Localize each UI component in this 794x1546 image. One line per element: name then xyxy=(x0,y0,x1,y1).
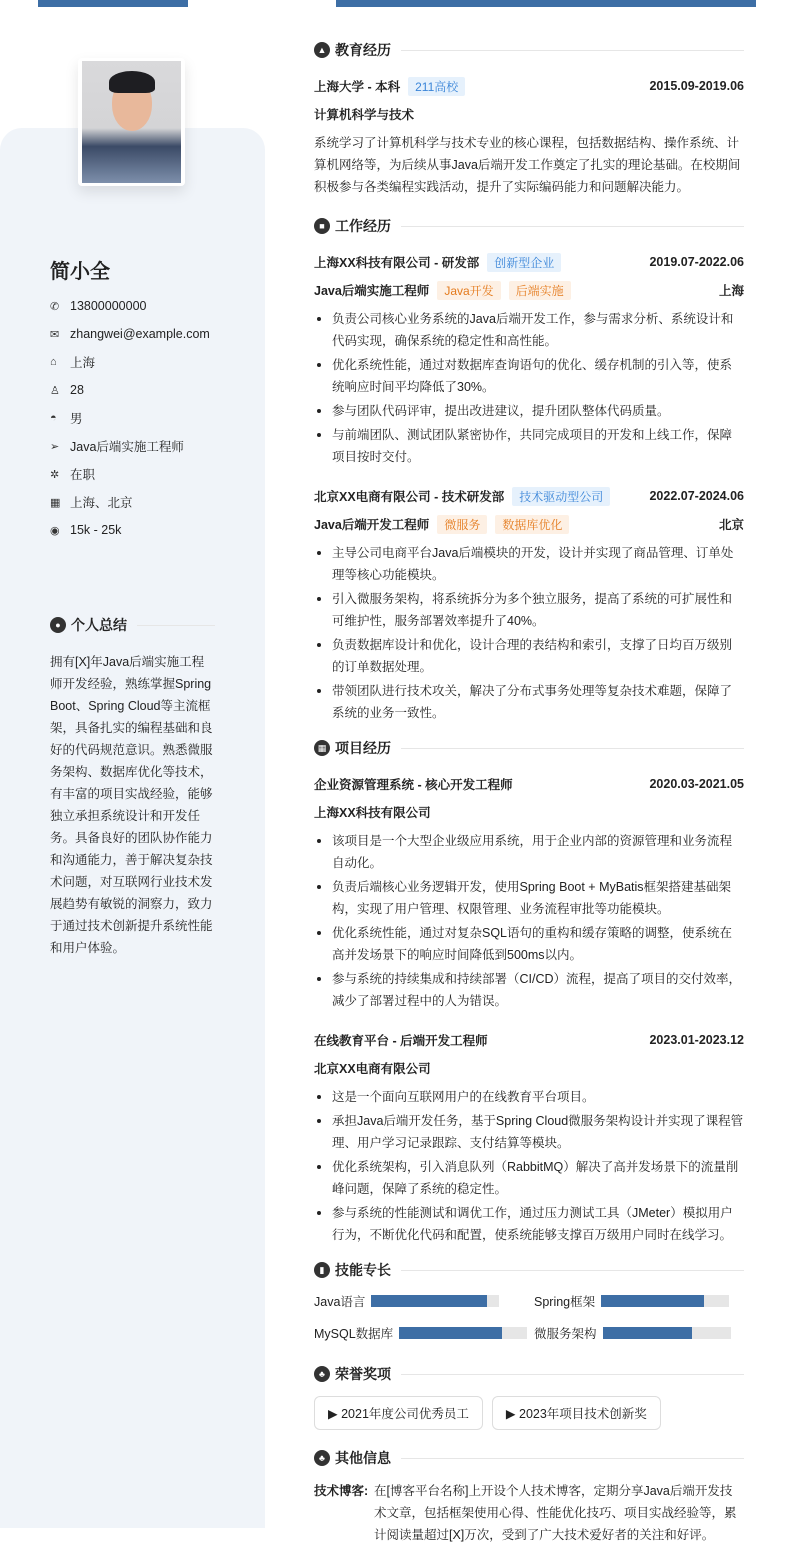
info-item: ✲ 在职 xyxy=(50,468,96,482)
mail-icon: ✉ xyxy=(50,328,60,341)
work-header: ■ 工作经历 xyxy=(314,214,744,238)
project-bullet: 优化系统架构，引入消息队列（RabbitMQ）解决了高并发场景下的流量削峰问题，保障了系统的稳定性。 xyxy=(314,1156,744,1200)
chart-icon: ▮ xyxy=(314,1262,330,1278)
grid-icon: ▦ xyxy=(314,740,330,756)
skill-item: 微服务架构 xyxy=(534,1324,744,1342)
gender-icon: ◓ xyxy=(50,412,57,424)
candidate-name: 简小全 xyxy=(50,261,110,283)
school-tag: 211高校 xyxy=(408,77,465,96)
salary-icon: ◉ xyxy=(50,524,60,537)
job-bullet: 主导公司电商平台Java后端模块的开发，设计并实现了商品管理、订单处理等核心功能模块。 xyxy=(314,542,744,586)
contact-info xyxy=(50,292,210,544)
project-entry: 在线教育平台 - 后端开发工程师 2023.01-2023.12 北京XX电商有限公司 这是一个面向互联网用户的在线教育平台项目。 承担Java后端开发任务，基于Spring Cloud微服务架构设计并实现了课程管理、用户学习记录跟踪、支付结算等模块。 优化系统架构，引入消息队列（RabbitMQ）解决了高并发场景下的流量削峰问题，保障了系统的稳定性。 参与系统的性能测试和调优工作，通过压力测试工具（JMeter）模拟用户行为，不断优化代码和配置，使系统能够支撑百万级用户同时在线学习。 xyxy=(314,1026,744,1246)
job-bullet: 参与团队代码评审，提出改进建议，提升团队整体代码质量。 xyxy=(314,400,744,422)
info-item: ♙ 28 xyxy=(50,383,84,397)
main-content xyxy=(314,38,744,1546)
project-bullet: 优化系统性能，通过对复杂SQL语句的重构和缓存策略的调整，使系统在高并发场景下的响应时间降低到500ms以内。 xyxy=(314,922,744,966)
education-header: ▲ 教育经历 xyxy=(314,38,744,62)
skill-tag: 后端实施 xyxy=(509,281,571,300)
company-tag: 创新型企业 xyxy=(487,253,561,272)
project-bullet: 负责后端核心业务逻辑开发，使用Spring Boot + MyBatis框架搭建基础架构，实现了用户管理、权限管理、业务流程审批等功能模块。 xyxy=(314,876,744,920)
education-row: 上海大学 - 本科 211高校 2015.09-2019.06 xyxy=(314,72,744,100)
award-badge: ▶ 2023年项目技术创新奖 xyxy=(492,1396,661,1430)
summary-header: ● 个人总结 xyxy=(50,615,215,635)
cake-icon: ♙ xyxy=(50,384,60,397)
job-entry: 上海XX科技有限公司 - 研发部 创新型企业 2019.07-2022.06 Java后端实施工程师 Java开发 后端实施 上海 负责公司核心业务系统的Java后端开发工作，参与需求分析、系统设计和代码实现，确保系统的稳定性和高性能。 优化系统性能，通过对数据库查询语句的优化、缓存机制的引入等，使系统响应时间平均降低了30%。 参与团队代码评审，提出改进建议，提升团队整体代码质量。 与前端团队、测试团队紧密协作，共同完成项目的开发和上线工作，保障项目按时交付。 xyxy=(314,248,744,468)
skill-item: MySQL数据库 xyxy=(314,1324,534,1342)
info-item: ✆ 13800000000 xyxy=(50,299,147,313)
info-item: ➢ Java后端实施工程师 xyxy=(50,440,184,454)
education-desc: 系统学习了计算机科学与技术专业的核心课程，包括数据结构、操作系统、计算机网络等，为后续从事Java后端开发工作奠定了扎实的理论基础。在校期间积极参与各类编程实践活动，提升了实际编码能力和问题解决能力。 xyxy=(314,136,741,194)
project-bullet: 该项目是一个大型企业级应用系统，用于企业内部的资源管理和业务流程自动化。 xyxy=(314,830,744,874)
skill-bar xyxy=(603,1327,731,1339)
info-icon: ♣ xyxy=(314,1450,330,1466)
send-icon: ➢ xyxy=(50,440,60,453)
major: 计算机科学与技术 xyxy=(314,108,415,122)
job-bullet: 带领团队进行技术攻关，解决了分布式事务处理等复杂技术难题，保障了系统的业务一致性。 xyxy=(314,680,744,724)
phone-icon: ✆ xyxy=(50,300,60,313)
skill-bar xyxy=(399,1327,527,1339)
play-icon: ▶ xyxy=(328,1407,342,1421)
skill-tag: 数据库优化 xyxy=(495,515,569,534)
job-bullet: 与前端团队、测试团队紧密协作，共同完成项目的开发和上线工作，保障项目按时交付。 xyxy=(314,424,744,468)
play-icon: ▶ xyxy=(505,1407,519,1421)
project-bullet: 这是一个面向互联网用户的在线教育平台项目。 xyxy=(314,1086,744,1108)
top-accent-bar-right xyxy=(336,0,756,7)
info-item: ⌂ 上海 xyxy=(50,356,96,370)
briefcase-icon: ■ xyxy=(314,218,330,234)
job-bullet: 负责公司核心业务系统的Java后端开发工作，参与需求分析、系统设计和代码实现，确保系统的稳定性和高性能。 xyxy=(314,308,744,352)
skill-item: Spring框架 xyxy=(534,1292,744,1310)
job-bullet: 优化系统性能，通过对数据库查询语句的优化、缓存机制的引入等，使系统响应时间平均降低了30%。 xyxy=(314,354,744,398)
summary-text: 拥有[X]年Java后端实施工程师开发经验，熟练掌握Spring Boot、Spring Cloud等主流框架，具备扎实的编程基础和良好的代码规范意识。熟悉微服务架构、数据库优化等技术，有丰富的项目实战经验，能够独立承担系统设计和开发任务。具备良好的团队协作能力和沟通能力，善于解决复杂技术问题，对互联网行业技术发展趋势有敏锐的洞察力，致力于通过技术创新提升系统性能和用户体验。 xyxy=(50,655,213,955)
avatar-photo xyxy=(78,58,185,186)
project-bullet: 参与系统的性能测试和调优工作，通过压力测试工具（JMeter）模拟用户行为，不断优化代码和配置，使系统能够支撑百万级用户同时在线学习。 xyxy=(314,1202,744,1246)
info-item: ◓ 男 xyxy=(50,412,83,426)
project-bullet: 参与系统的持续集成和持续部署（CI/CD）流程，提高了项目的交付效率，减少了部署过程中的人为错误。 xyxy=(314,968,744,1012)
info-item: ✉ zhangwei@example.com xyxy=(50,327,210,341)
graduation-cap-icon: ▲ xyxy=(314,42,330,58)
skill-bar xyxy=(371,1295,499,1307)
home-icon: ⌂ xyxy=(50,356,57,368)
skill-item: Java语言 xyxy=(314,1292,534,1310)
building-icon: ▦ xyxy=(50,496,61,509)
job-bullet: 负责数据库设计和优化，设计合理的表结构和索引，支撑了日均百万级别的订单数据处理。 xyxy=(314,634,744,678)
other-header: ♣ 其他信息 xyxy=(314,1446,744,1470)
skills-header: ▮ 技能专长 xyxy=(314,1258,744,1282)
job-entry: 北京XX电商有限公司 - 技术研发部 技术驱动型公司 2022.07-2024.06 Java后端开发工程师 微服务 数据库优化 北京 主导公司电商平台Java后端模块的开发，设计并实现了商品管理、订单处理等核心功能模块。 引入微服务架构，将系统拆分为多个独立服务，提高了系统的可扩展性和可维护性，服务部署效率提升了40%。 负责数据库设计和优化，设计合理的表结构和索引，支撑了日均百万级别的订单数据处理。 带领团队进行技术攻关，解决了分布式事务处理等复杂技术难题，保障了系统的业务一致性。 xyxy=(314,482,744,724)
job-bullet: 引入微服务架构，将系统拆分为多个独立服务，提高了系统的可扩展性和可维护性，服务部署效率提升了40%。 xyxy=(314,588,744,632)
trophy-icon: ♣ xyxy=(314,1366,330,1382)
info-item: ◉ 15k - 25k xyxy=(50,523,122,537)
skill-bar xyxy=(601,1295,729,1307)
awards-header: ♣ 荣誉奖项 xyxy=(314,1362,744,1386)
projects-header: ▦ 项目经历 xyxy=(314,736,744,760)
user-icon: ● xyxy=(50,617,66,633)
top-accent-bar-left xyxy=(38,0,188,7)
status-icon: ✲ xyxy=(50,468,60,481)
project-entry: 企业资源管理系统 - 核心开发工程师 2020.03-2021.05 上海XX科技有限公司 该项目是一个大型企业级应用系统，用于企业内部的资源管理和业务流程自动化。 负责后端核心业务逻辑开发，使用Spring Boot + MyBatis框架搭建基础架构，实现了用户管理、权限管理、业务流程审批等功能模块。 优化系统性能，通过对复杂SQL语句的重构和缓存策略的调整，使系统在高并发场景下的响应时间降低到500ms以内。 参与系统的持续集成和持续部署（CI/CD）流程，提高了项目的交付效率，减少了部署过程中的人为错误。 xyxy=(314,770,744,1012)
other-info: 技术博客: 在[博客平台名称]上开设个人技术博客，定期分享Java后端开发技术文章，包括框架使用心得、性能优化技巧、项目实战经验等，累计阅读量超过[X]万次，受到了广大技术爱好者的关注和好评。 xyxy=(314,1484,737,1542)
award-badge: ▶ 2021年度公司优秀员工 xyxy=(314,1396,483,1430)
skill-tag: 微服务 xyxy=(437,515,487,534)
company-tag: 技术驱动型公司 xyxy=(512,487,610,506)
skill-tag: Java开发 xyxy=(437,281,500,300)
info-item: ▦ 上海、北京 xyxy=(50,496,133,510)
project-bullet: 承担Java后端开发任务，基于Spring Cloud微服务架构设计并实现了课程管理、用户学习记录跟踪、支付结算等模块。 xyxy=(314,1110,744,1154)
